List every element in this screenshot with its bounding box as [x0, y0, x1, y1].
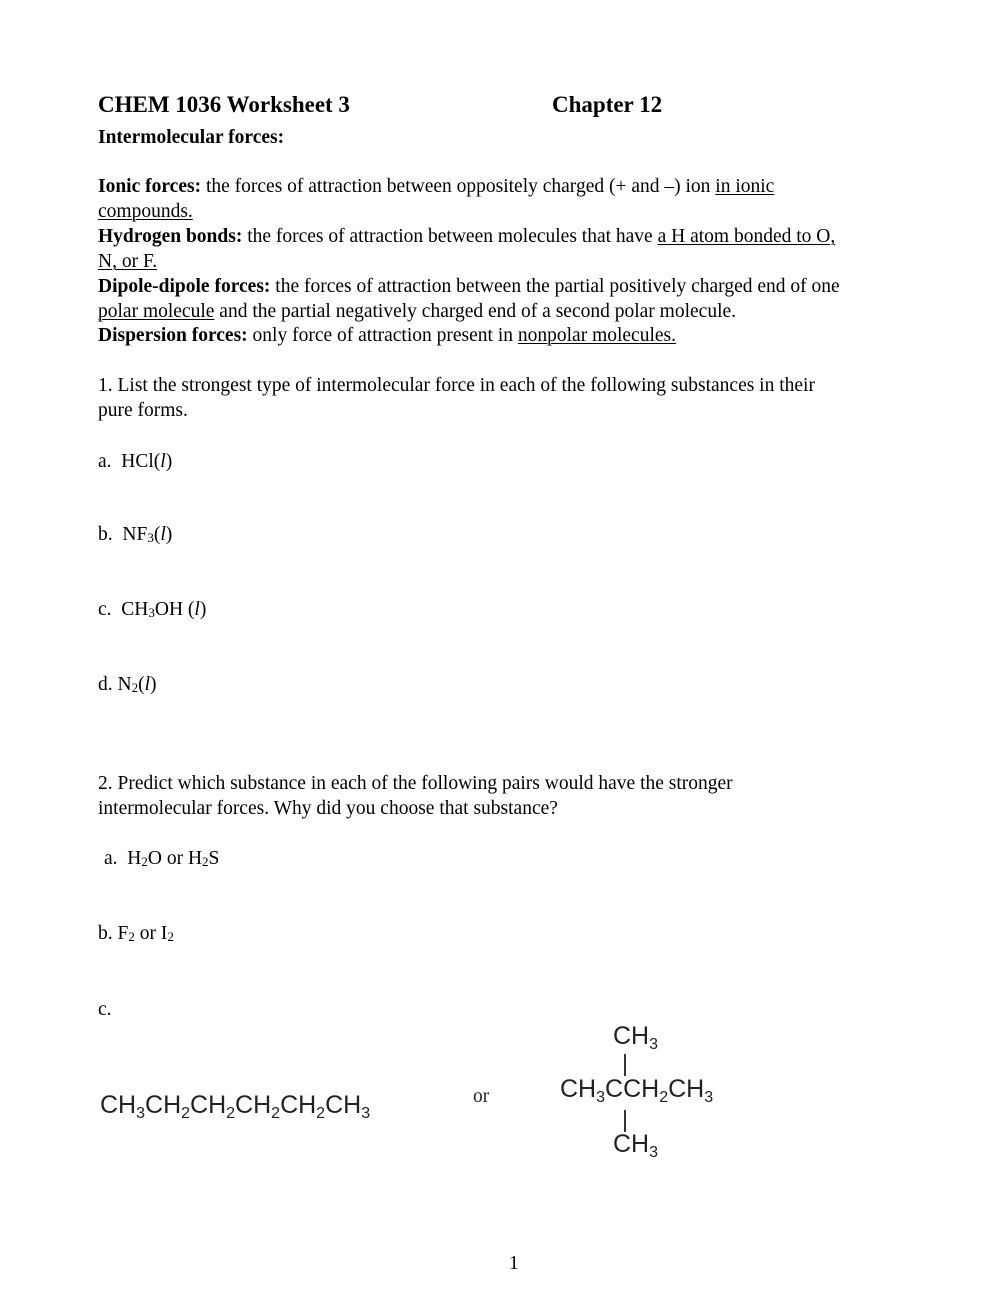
or-text: or: [473, 1086, 490, 1107]
item-state: l: [194, 599, 200, 620]
item-formula-post: (: [138, 674, 145, 695]
bottom-bond: [624, 1110, 626, 1132]
worksheet-title: CHEM 1036 Worksheet 3: [98, 92, 350, 117]
item-close: ): [165, 524, 173, 545]
question2-prompt-line2: intermolecular forces. Why did you choose that substance?: [98, 798, 558, 819]
item-label: b.: [98, 923, 113, 944]
group: CH: [145, 1091, 182, 1119]
item-label: d.: [98, 674, 113, 695]
group-subscript: 3: [649, 1144, 659, 1161]
branched-top-methyl: [613, 1022, 658, 1054]
formula-part: O or H: [147, 848, 203, 869]
group-subscript: 2: [226, 1105, 236, 1122]
dipole-definition-line2: [98, 299, 736, 324]
group: CH: [280, 1091, 317, 1119]
ionic-definition: [98, 174, 774, 199]
dispersion-text: only force of attraction present in: [252, 325, 513, 346]
formula-subscript: 2: [128, 929, 135, 944]
group: CH: [613, 1022, 650, 1050]
hydrogen-underline-2: N, or F.: [98, 251, 158, 272]
item-subscript: 3: [147, 530, 154, 545]
hydrogen-text: the forces of attraction between molecules that have: [247, 226, 653, 247]
dipole-definition: [98, 274, 840, 299]
dipole-underline: polar molecule: [98, 301, 215, 322]
group-subscript: 3: [136, 1105, 146, 1122]
question1-item-b: [98, 522, 172, 550]
top-bond: [624, 1054, 626, 1076]
hexane-structure: [100, 1091, 370, 1123]
item-formula-pre: NF: [122, 524, 148, 545]
group: CCH: [605, 1075, 660, 1103]
section-title: Intermolecular forces:: [98, 127, 285, 148]
hydrogen-definition: [98, 224, 835, 249]
question2-prompt-line1: 2. Predict which substance in each of the following pairs would have the stronger: [98, 773, 733, 794]
group-subscript: 2: [316, 1105, 326, 1122]
dispersion-term: Dispersion forces:: [98, 325, 248, 346]
group-subscript: 2: [181, 1105, 191, 1122]
branched-bottom-methyl: [613, 1130, 658, 1162]
item-close: ): [165, 451, 173, 472]
item-formula: HCl(: [121, 451, 161, 472]
question1-item-d: [98, 672, 157, 700]
hydrogen-term: Hydrogen bonds:: [98, 226, 243, 247]
dispersion-definition: [98, 323, 676, 348]
group-subscript: 3: [649, 1036, 659, 1053]
formula-part: S: [208, 848, 220, 869]
item-state: l: [160, 524, 166, 545]
item-formula-post: (: [153, 524, 161, 545]
group: CH: [668, 1075, 705, 1103]
item-label: c.: [98, 599, 112, 620]
ionic-term: Ionic forces:: [98, 176, 202, 197]
group: CH: [190, 1091, 227, 1119]
item-label: a.: [104, 848, 118, 869]
group-subscript: 3: [704, 1089, 714, 1106]
page-number: 1: [509, 1253, 519, 1274]
item-state: l: [160, 451, 166, 472]
question1-item-c: [98, 597, 206, 625]
ionic-underline-2: compounds.: [98, 201, 193, 222]
group-subscript: 3: [596, 1089, 606, 1106]
item-formula-post: OH (: [154, 599, 195, 620]
group: CH: [613, 1130, 650, 1158]
question2-item-c: [98, 997, 112, 1022]
question1-prompt-line2: pure forms.: [98, 400, 188, 421]
question2-item-b: [98, 921, 174, 949]
dipole-term: Dipole-dipole forces:: [98, 276, 271, 297]
item-subscript: 3: [148, 605, 155, 620]
question2-item-a: [104, 846, 219, 874]
formula-part: H: [127, 848, 142, 869]
ionic-underline-1: in ionic: [715, 176, 775, 197]
chapter-title: Chapter 12: [552, 92, 663, 117]
group-subscript: 3: [361, 1105, 371, 1122]
formula-subscript: 2: [202, 854, 209, 869]
hydrogen-underline-1: a H atom bonded to O,: [657, 226, 836, 247]
group: CH: [325, 1091, 362, 1119]
dispersion-underline: nonpolar molecules.: [517, 325, 676, 346]
item-label: c.: [98, 999, 112, 1020]
item-subscript: 2: [131, 680, 139, 695]
group-subscript: 2: [659, 1089, 669, 1106]
formula-subscript: 2: [141, 854, 148, 869]
formula-subscript: 2: [167, 929, 174, 944]
group-subscript: 2: [271, 1105, 281, 1122]
group: CH: [100, 1091, 137, 1119]
item-formula-pre: CH: [121, 599, 149, 620]
item-state: l: [144, 674, 151, 695]
item-close: ): [150, 674, 157, 695]
item-formula-pre: N: [117, 674, 132, 695]
formula-part: or I: [134, 923, 168, 944]
item-label: a.: [98, 451, 112, 472]
group: CH: [235, 1091, 272, 1119]
item-close: ): [199, 599, 207, 620]
branched-main-chain: [560, 1075, 713, 1107]
question1-prompt-line1: 1. List the strongest type of intermolecular force in each of the following substances in their: [98, 375, 815, 396]
item-label: b.: [98, 524, 113, 545]
ionic-text: the forces of attraction between oppositely charged (+ and –) ion: [205, 176, 711, 197]
formula-part: F: [117, 923, 129, 944]
dipole-text-1: the forces of attraction between the partial positively charged end of one: [275, 276, 840, 297]
question1-item-a: [98, 449, 172, 474]
dipole-text-2: and the partial negatively charged end of a second polar molecule.: [219, 301, 737, 322]
group: CH: [560, 1075, 597, 1103]
